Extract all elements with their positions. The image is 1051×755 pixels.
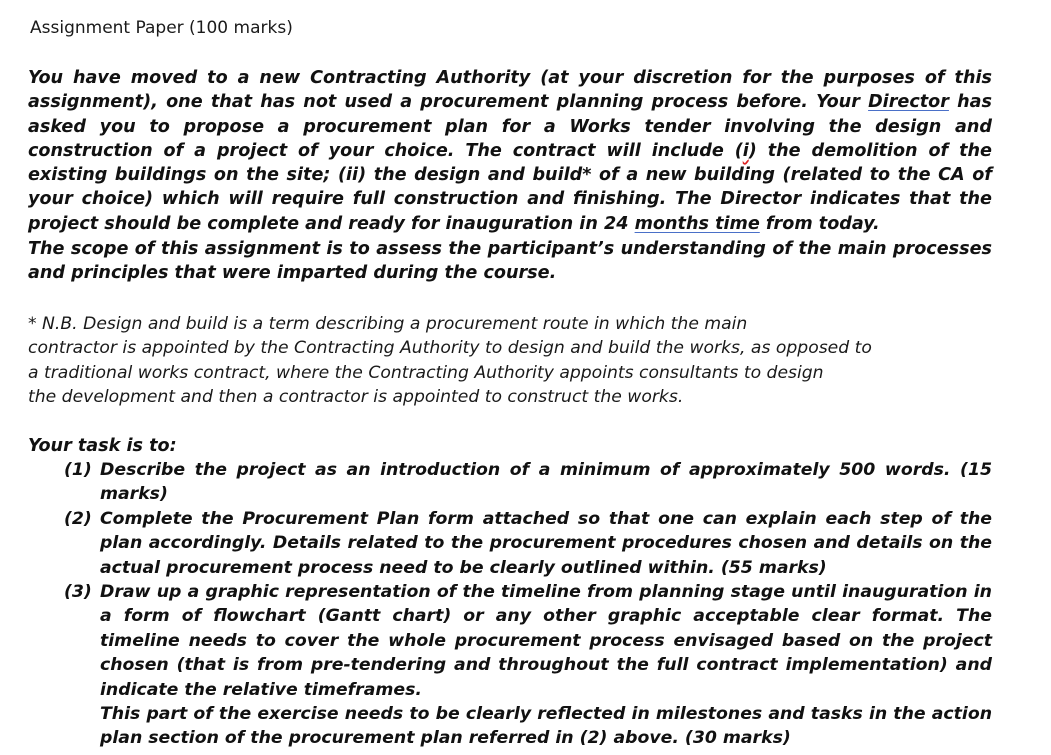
- task-item: [64, 507, 992, 580]
- intro-text-2: has asked you to propose a procurement plan for a Works tender involving the design and construction of a project of your choice. The contract will include (: [28, 92, 993, 161]
- task-item: [64, 458, 992, 507]
- spellcheck-i-mark: i: [742, 140, 749, 161]
- months-time-phrase: months time: [634, 213, 760, 234]
- nb-line: * N.B. Design and build is a term describing a procurement route in which the main: [28, 314, 748, 334]
- director-word: Director: [868, 92, 949, 113]
- task-heading: Your task is to:: [28, 436, 177, 456]
- scope-paragraph: The scope of this assignment is to assess the participant’s understanding of the main processes and principles that were imparted during the course.: [28, 239, 992, 284]
- page-title: Assignment Paper (100 marks): [30, 18, 293, 38]
- nb-line: a traditional works contract, where the Contracting Authority appoints consultants to design: [28, 362, 824, 383]
- task-extra-text: This part of the exercise needs to be clearly reflected in milestones and tasks in the action plan section of the procurement plan referred in (2) above. (30 marks): [100, 704, 992, 749]
- task-list: [64, 458, 992, 751]
- nb-line: contractor is appointed by the Contracting Authority to design and build the works, as opposed to: [28, 338, 872, 359]
- intro-text-3: ) the demolition of the existing buildings on the site; (ii) the design and build* of a new building (related to the CA of your choice) which will require full construction and finishing. The Director indicates that the project should be complete and ready for inauguration in 24: [28, 140, 992, 234]
- task-number: (3): [64, 582, 92, 603]
- nb-note: [28, 312, 992, 409]
- nb-line: the development and then a contractor is appointed to construct the works.: [28, 386, 684, 407]
- task-text: Complete the Procurement Plan form attached so that one can explain each step of the plan accordingly. Details related to the procurement procedures chosen and details on the actual procurement process need to be clearly outlined within. (55 marks): [100, 508, 992, 578]
- intro-paragraph: [28, 66, 992, 236]
- intro-text-4: from today.: [759, 213, 880, 234]
- task-text: Describe the project as an introduction of a minimum of approximately 500 words. (15 marks): [100, 460, 992, 505]
- intro-text-1: You have moved to a new Contracting Authority (at your discretion for the purposes of this assignment), one that has not used a procurement planning process before. Your: [28, 68, 992, 113]
- task-number: (2): [64, 508, 92, 529]
- task-item: [64, 580, 992, 751]
- task-number: (1): [64, 460, 92, 480]
- task-text: Draw up a graphic representation of the timeline from planning stage until inauguration in a form of flowchart (Gantt chart) or any other graphic acceptable clear format. The timeline needs to cover the whole procurement process envisaged based on the project chosen (that is from pre-tendering and throughout the full contract implementation) and indicate the relative timeframes.: [100, 582, 992, 700]
